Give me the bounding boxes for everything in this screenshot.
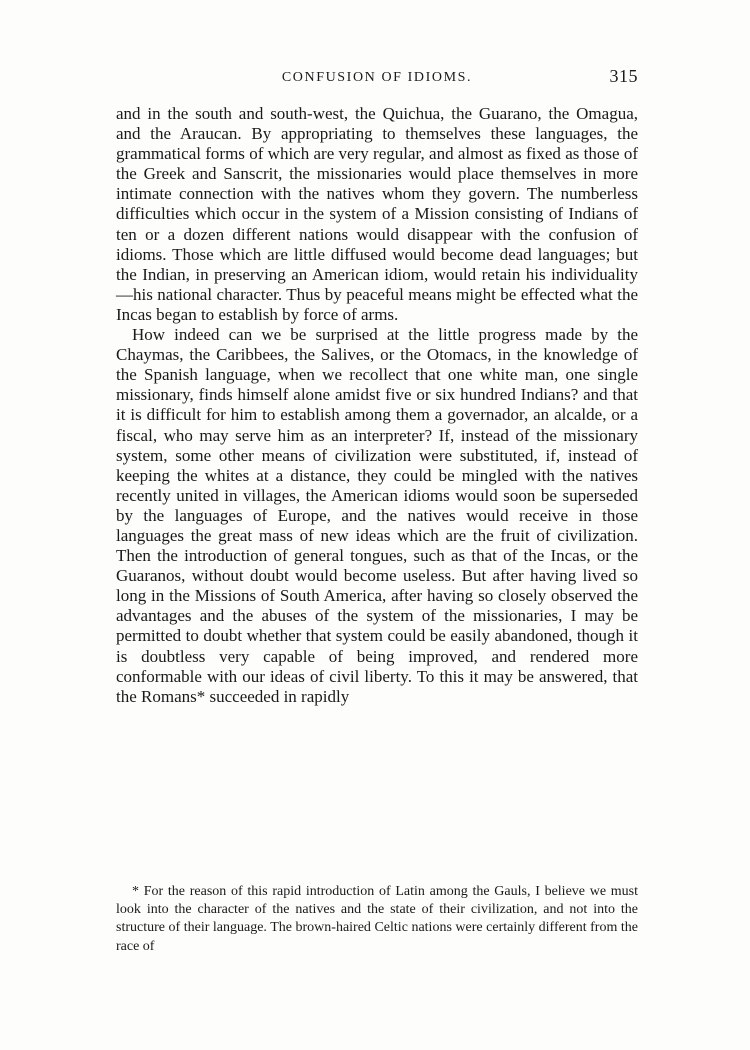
running-title: CONFUSION OF IDIOMS. (281, 70, 473, 85)
paragraph: How indeed can we be surprised at the little progress made by the Chaymas, the Caribbees, the Salives, or the Otomacs, in the knowledge of the Spanish language, when we recollect that one white man, one single missionary, finds himself alone amidst five or six hundred Indians? and that it is difficult for him to establish among them a governador, an alcalde, or a fiscal, who may serve him as an interpreter? If, instead of the missionary system, some other means of civilization were substituted, if, instead of keeping the whites at a distance, they could be mingled with the natives recently united in villages, the American idioms would soon be superseded by the languages of Europe, and the natives would receive in those languages the great mass of new ideas which are the fruit of civilization. Then the introduction of general tongues, such as that of the Incas, or the Guaranos, without doubt would become useless. But after having lived so long in the Missions of South America, after having so closely observed the advantages and the abuses of the system of the missionaries, I may be permitted to doubt whether that system could be easily abandoned, though it is doubtless very capable of being improved, and rendered more conformable with our ideas of civil liberty. To this it may be answered, that the Romans* succeeded in rapidly (116, 325, 638, 706)
page-number: 315 (609, 66, 638, 86)
body-text (116, 104, 638, 707)
paragraph: and in the south and south-west, the Quichua, the Guarano, the Omagua, and the Araucan. By appropriating to themselves these languages, the grammatical forms of which are very regular, and almost as fixed as those of the Greek and Sanscrit, the missionaries would place themselves in more intimate connection with the natives whom they govern. The numberless difficulties which occur in the system of a Mission consisting of Indians of ten or a dozen different nations would disappear with the confusion of idioms. Those which are little diffused would become dead languages; but the Indian, in preserving an American idiom, would retain his individuality—his national character. Thus by peaceful means might be effected what the Incas began to establish by force of arms. (116, 104, 638, 324)
footnote (116, 883, 638, 956)
footnote-text: * For the reason of this rapid introduction of Latin among the Gauls, I believe we must look into the character of the natives and the state of their civilization, and not into the structure of their language. The brown-haired Celtic nations were certainly different from the race of (116, 884, 638, 954)
running-head (116, 66, 638, 90)
